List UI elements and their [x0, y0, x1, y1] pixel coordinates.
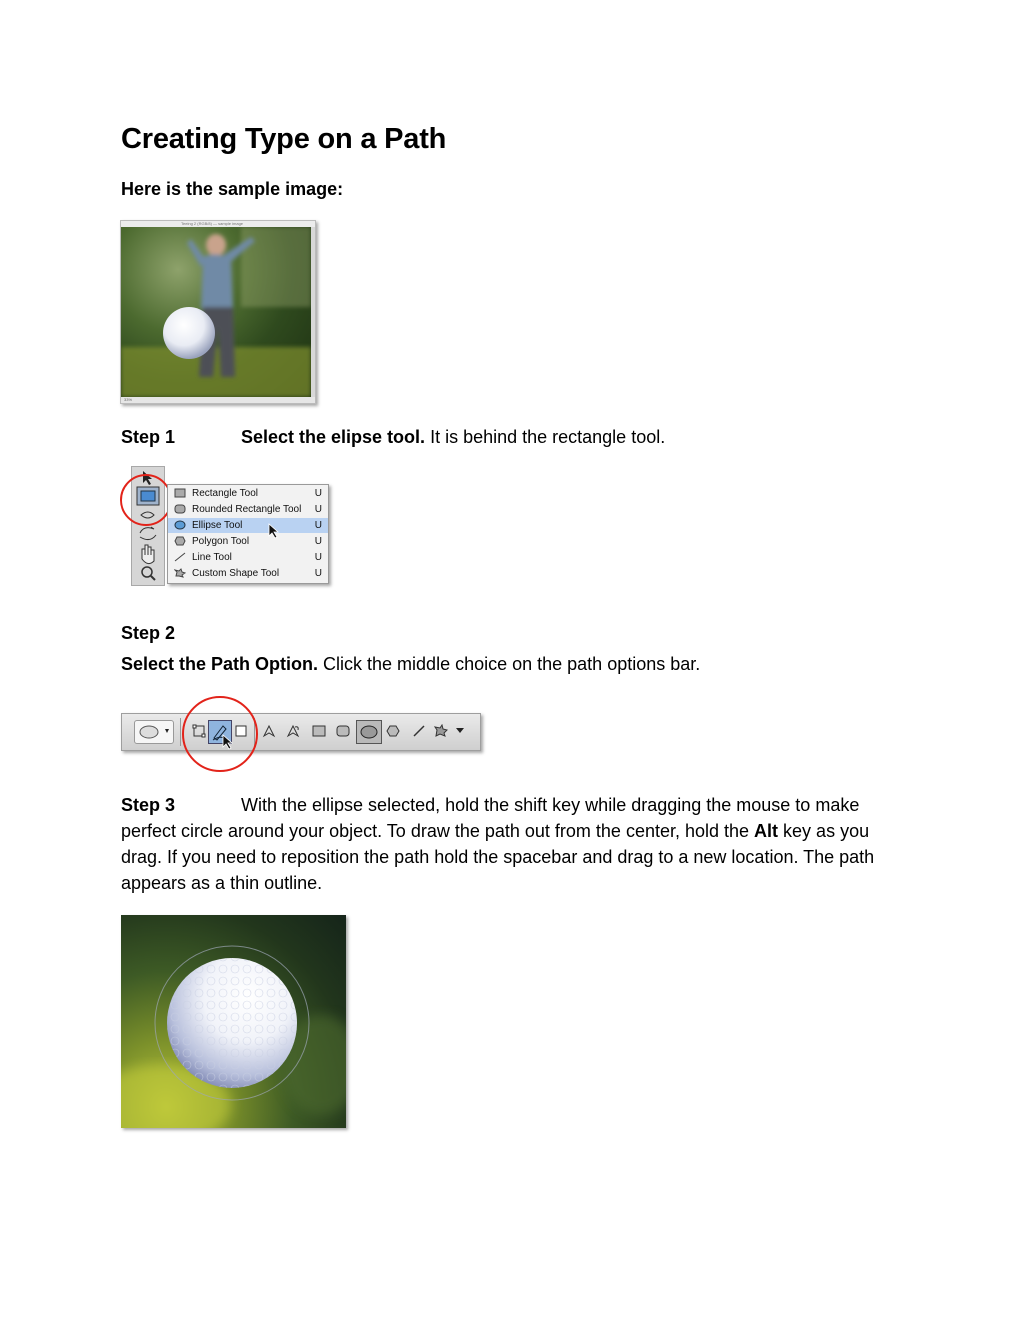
menu-item-label: Rounded Rectangle Tool: [192, 504, 302, 515]
golfer-photo: [121, 227, 311, 397]
rounded-rectangle-tool-icon[interactable]: [336, 724, 350, 738]
ellipse-tool-button-active[interactable]: [356, 720, 382, 744]
step2-label: Step 2: [121, 623, 176, 643]
custom-shape-icon: [174, 568, 186, 578]
image-window-title: Teeing 2 (RGB/8) — sample image: [181, 221, 244, 226]
custom-shape-tool-icon[interactable]: [434, 724, 448, 738]
rectangle-icon: [174, 488, 186, 498]
highlight-circle: [182, 696, 258, 772]
menu-item-shortcut: U: [314, 520, 322, 531]
step1-label: Step 1: [121, 427, 176, 447]
image-window-statusbar: [121, 397, 315, 403]
golfer-scene-graphic: [121, 227, 311, 397]
menu-item-line-tool[interactable]: [168, 550, 328, 565]
line-tool-icon[interactable]: [412, 724, 426, 738]
menu-item-polygon-tool[interactable]: [168, 534, 328, 549]
menu-item-label: Custom Shape Tool: [192, 568, 280, 579]
menu-item-shortcut: U: [314, 488, 322, 499]
shape-tool-menu-screenshot: [131, 466, 331, 586]
step2-text: Click the middle choice on the path options bar.: [318, 654, 701, 674]
shape-tool-flyout-menu: [167, 484, 329, 584]
ellipse-tool-icon: [357, 721, 381, 743]
polygon-tool-icon[interactable]: [386, 724, 400, 738]
menu-item-shortcut: U: [314, 552, 322, 563]
step1-paragraph: [121, 424, 665, 450]
intro-text: Here is the sample image:: [121, 179, 344, 199]
mouse-pointer-icon: [268, 523, 280, 539]
sample-image: [120, 220, 316, 404]
line-icon: [174, 552, 186, 562]
menu-item-shortcut: U: [314, 504, 322, 515]
menu-item-label: Line Tool: [192, 552, 232, 563]
menu-item-rounded-rectangle-tool[interactable]: [168, 502, 328, 517]
polygon-icon: [174, 536, 186, 546]
hand-icon: [142, 545, 154, 564]
freeform-pen-icon[interactable]: [286, 724, 300, 738]
menu-item-label: Ellipse Tool: [192, 520, 243, 531]
menu-item-label: Polygon Tool: [192, 536, 250, 547]
separator: [180, 718, 181, 746]
alt-key: Alt: [754, 821, 779, 841]
path-options-bar-screenshot: [121, 713, 481, 751]
chevron-down-icon[interactable]: [456, 728, 464, 734]
rectangle-tool-icon[interactable]: [312, 724, 326, 738]
menu-item-shortcut: U: [314, 568, 322, 579]
menu-item-rectangle-tool[interactable]: [168, 486, 328, 501]
pen-tool-icon[interactable]: [262, 724, 276, 738]
step3-text-2: key as you drag. If you need to reposition the path hold the spacebar and drag to a new location. The path appears as a thin outline.: [121, 821, 875, 893]
step3-text-1: With the ellipse selected, hold the shift key while dragging the mouse to make perfect circle around your object. To draw the path out from the center, hold the: [121, 795, 860, 841]
menu-item-label: Rectangle Tool: [192, 488, 258, 499]
page-title: Creating Type on a Path: [121, 123, 447, 155]
menu-item-custom-shape-tool[interactable]: [168, 566, 328, 581]
highlight-circle: [120, 474, 172, 526]
golf-ball-path-image: [121, 915, 346, 1128]
3d-rotate-icon: [140, 527, 156, 540]
step2-bold: Select the Path Option.: [121, 654, 319, 674]
zoom-icon: [142, 567, 152, 577]
step1-text: It is behind the rectangle tool.: [425, 427, 666, 447]
menu-item-ellipse-tool[interactable]: [168, 518, 328, 533]
zoom-level: 33%: [124, 397, 133, 402]
step3-label: Step 3: [121, 795, 176, 815]
step1-bold: Select the elipse tool.: [241, 427, 426, 447]
step2-paragraph: [121, 651, 700, 677]
ellipse-preset-icon: [135, 721, 173, 743]
golf-ball-graphic: [121, 915, 346, 1128]
tool-preset-picker[interactable]: [134, 720, 174, 744]
ellipse-icon: [174, 520, 186, 530]
menu-item-shortcut: U: [314, 536, 322, 547]
rounded-rectangle-icon: [174, 504, 186, 514]
step3-paragraph: [121, 792, 901, 896]
